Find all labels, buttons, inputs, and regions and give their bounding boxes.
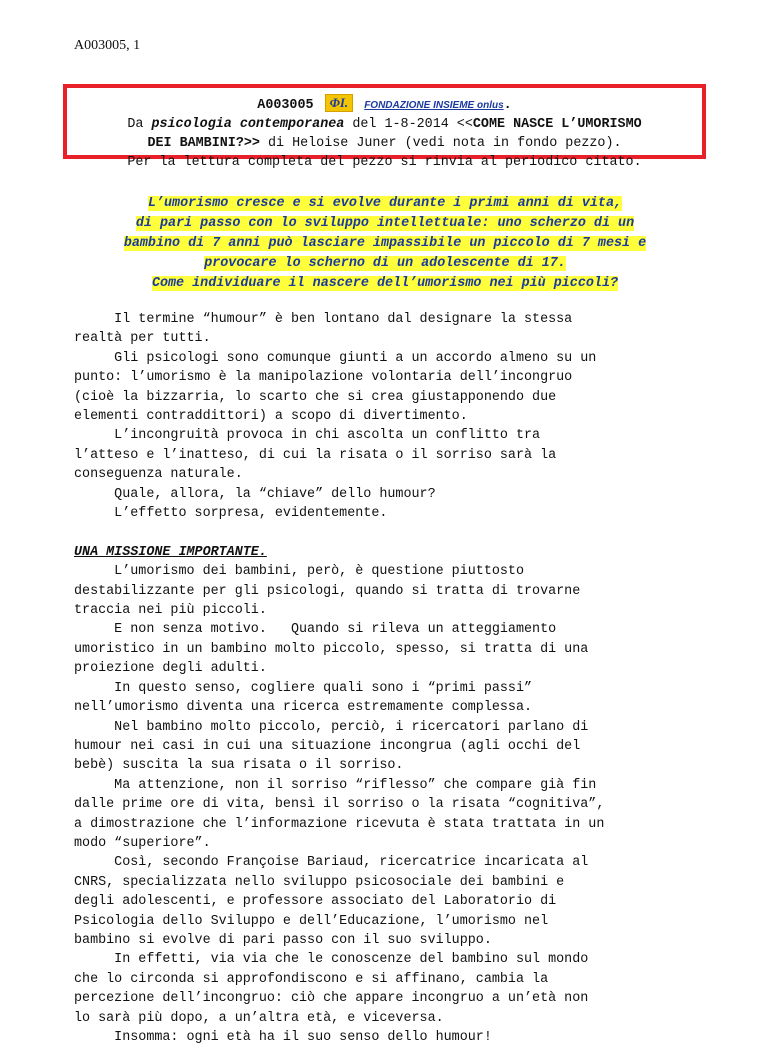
source-line-1 — [67, 94, 702, 115]
source-line-4: Per la lettura completa del pezzo si rinvia al periodico citato. — [127, 155, 642, 170]
source-prefix: Da — [127, 117, 152, 132]
text-line: dalle prime ore di vita, bensì il sorriso o la risata “cognitiva”, — [74, 797, 605, 813]
article-body — [74, 310, 704, 1047]
text-line: bambino si evolve di pari passo con il suo sviluppo. — [74, 932, 492, 948]
text-line: che lo circonda si approfondiscono e si affinano, cambia la — [74, 971, 549, 987]
text-line: lo sarà più dopo, a un’altra età, e viceversa. — [74, 1010, 444, 1026]
abstract-line: L’umorismo cresce e si evolve durante i primi anni di vita, — [147, 196, 623, 211]
text-line: traccia nei più piccoli. — [74, 603, 267, 619]
text-line: (cioè la bizzarria, lo scarto che si crea giustapponendo due — [74, 389, 557, 405]
source-date: del 1-8-2014 << — [344, 117, 473, 132]
text-line: L’umorismo dei bambini, però, è questione piuttosto — [74, 564, 524, 580]
source-line-3 — [67, 134, 702, 153]
text-line: l’atteso e l’inatteso, di cui la risata o il sorriso sarà la — [74, 447, 557, 463]
foundation-logo: ΦI. — [325, 94, 354, 112]
text-line: humour nei casi in cui una situazione incongrua (agli occhi del — [74, 738, 581, 754]
source-box — [63, 84, 706, 170]
text-line: CNRS, specializzata nello sviluppo psicosociale dei bambini e — [74, 874, 565, 890]
text-line: bebè) suscita la sua risata o il sorriso. — [74, 758, 404, 774]
article-title-part1: COME NASCE L’UMORISMO — [472, 117, 642, 132]
page-header: A003005, 1 — [74, 38, 141, 53]
abstract-line: di pari passo con lo sviluppo intellettuale: uno scherzo di un — [135, 216, 635, 231]
text-line: modo “superiore”. — [74, 835, 211, 851]
text-line: punto: l’umorismo è la manipolazione volontaria dell’incongruo — [74, 370, 573, 386]
text-line: percezione dell’incongruo: ciò che appare incongruo a un’età non — [74, 991, 589, 1007]
text-line: Quale, allora, la “chiave” dello humour? — [74, 486, 436, 502]
abstract — [70, 194, 700, 294]
source-author: di Heloise Juner (vedi nota in fondo pezzo). — [259, 136, 622, 151]
text-line: elementi contraddittori) a scopo di divertimento. — [74, 409, 468, 425]
foundation-link[interactable]: FONDAZIONE INSIEME onlus — [364, 100, 504, 111]
text-line: a dimostrazione che l’informazione ricevuta è stata trattata in un — [74, 816, 605, 832]
text-line: Ma attenzione, non il sorriso “riflesso” che compare già fin — [74, 777, 597, 793]
section-title: UNA MISSIONE IMPORTANTE. — [74, 544, 267, 560]
text-line: Psicologia dello Sviluppo e dell’Educazione, l’umorismo nel — [74, 913, 549, 929]
text-line: In questo senso, cogliere quali sono i “primi passi” — [74, 680, 533, 696]
text-line: umoristico in un bambino molto piccolo, spesso, si tratta di una — [74, 641, 589, 657]
abstract-line: Come individuare il nascere dell’umorismo nei più piccoli? — [151, 276, 619, 291]
document-code: A003005 — [257, 98, 314, 113]
text-line: conseguenza naturale. — [74, 467, 243, 483]
text-line: L’effetto sorpresa, evidentemente. — [74, 506, 388, 522]
article-title-part2: DEI BAMBINI?>> — [147, 136, 260, 151]
source-publication: psicologia contemporanea — [151, 117, 345, 132]
abstract-line: provocare lo scherno di un adolescente di 17. — [204, 256, 566, 271]
text-line: destabilizzante per gli psicologi, quando si tratta di trovarne — [74, 583, 581, 599]
source-line-2 — [67, 115, 702, 134]
foundation-dot: . — [503, 98, 512, 113]
text-line: Nel bambino molto piccolo, perciò, i ricercatori parlano di — [74, 719, 589, 735]
text-line: Così, secondo Françoise Bariaud, ricercatrice incaricata al — [74, 855, 589, 871]
text-line: proiezione degli adulti. — [74, 661, 267, 677]
text-line: In effetti, via via che le conoscenze del bambino sul mondo — [74, 952, 589, 968]
text-line: Insomma: ogni età ha il suo senso dello humour! — [74, 1030, 492, 1046]
text-line: L’incongruità provoca in chi ascolta un conflitto tra — [74, 428, 541, 444]
text-line: nell’umorismo diventa una ricerca estremamente complessa. — [74, 700, 533, 716]
text-line: degli adolescenti, e professore associato del Laboratorio di — [74, 894, 557, 910]
text-line: realtà per tutti. — [74, 331, 211, 347]
text-line: E non senza motivo. Quando si rileva un atteggiamento — [74, 622, 557, 638]
text-line: Il termine “humour” è ben lontano dal designare la stessa — [74, 312, 573, 327]
abstract-line: bambino di 7 anni può lasciare impassibile un piccolo di 7 mesi e — [123, 236, 647, 251]
text-line: Gli psicologi sono comunque giunti a un accordo almeno su un — [74, 350, 597, 366]
